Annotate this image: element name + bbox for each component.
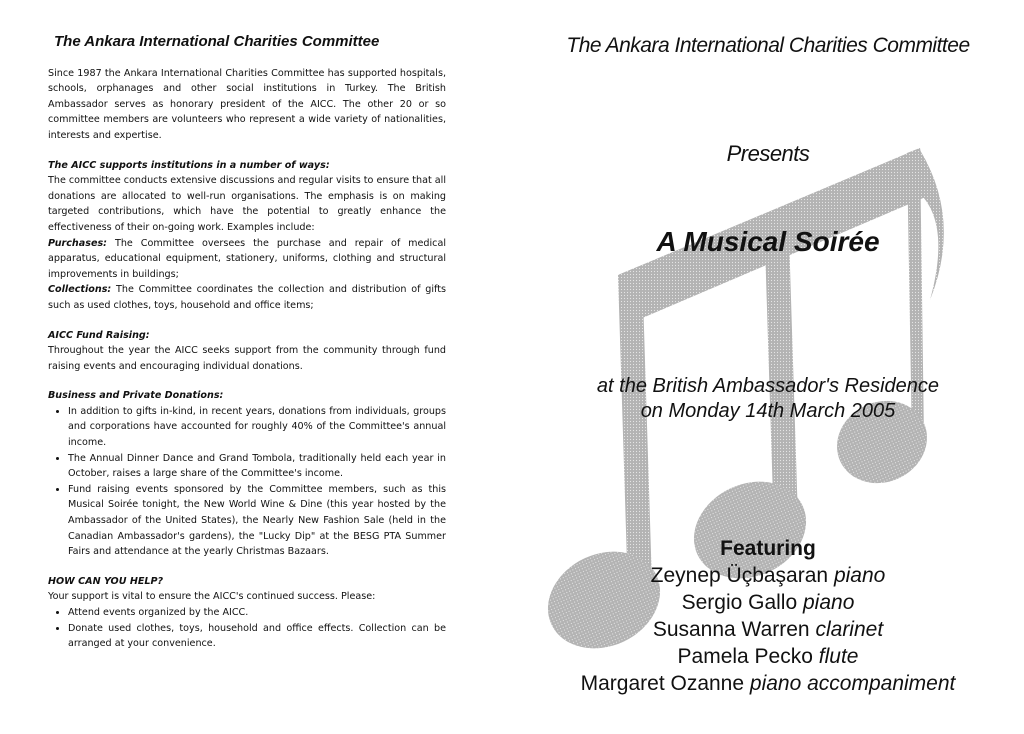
event-title: A Musical Soirée — [656, 226, 880, 257]
collections-text: The Committee coordinates the collection and distribution of gifts such as used clothes, toys, household and office items; — [48, 284, 446, 311]
performer-instrument: piano — [803, 591, 855, 614]
list-item: • Attend events organized by the AICC. — [68, 605, 446, 621]
left-title: The Ankara International Charities Committee — [54, 33, 380, 50]
performer-instrument: clarinet — [815, 618, 884, 641]
performer-line — [512, 670, 1024, 697]
fund-raising-heading: AICC Fund Raising: — [48, 329, 150, 341]
right-page — [512, 0, 1024, 734]
fund-raising-section — [48, 328, 446, 375]
purchases-label: Purchases: — [48, 237, 108, 249]
purchases-paragraph — [48, 236, 446, 283]
donations-section — [48, 388, 446, 560]
help-heading: HOW CAN YOU HELP? — [48, 575, 164, 587]
performer-instrument: piano accompaniment — [749, 672, 956, 695]
performer-instrument: piano — [833, 564, 886, 587]
performer-line — [512, 562, 1024, 589]
list-item: • The Annual Dinner Dance and Grand Tombola, traditionally held each year in October, raises a large share of the Committee's income. — [68, 451, 446, 482]
fund-raising-text: Throughout the year the AICC seeks support from the community through fund raising events and encouraging individual donations. — [48, 345, 446, 372]
donations-list — [48, 404, 446, 560]
supports-heading: The AICC supports institutions in a number of ways: — [48, 159, 330, 171]
performer-line — [512, 589, 1024, 616]
intro-paragraph: Since 1987 the Ankara International Charities Committee has supported hospitals, schools, orphanages and other social institutions in Turkey. The British Ambassador serves as honorary president of the AICC. The other 20 or so committee members are volunteers who represent a wide variety of nationalities, interests and expertise. — [48, 67, 446, 141]
collections-label: Collections: — [48, 284, 112, 296]
presents-text: Presents — [726, 141, 810, 166]
featuring-heading: Featuring — [720, 537, 816, 560]
performer-name: Zeynep Üçbaşaran — [650, 564, 829, 587]
supports-section — [48, 158, 446, 314]
performer-name: Pamela Pecko — [677, 645, 813, 668]
help-section — [48, 574, 446, 652]
performer-line — [512, 643, 1024, 670]
list-item: • Fund raising events sponsored by the Committee members, such as this Musical Soirée tonight, the New World Wine & Dine (this year hosted by the Ambassador of the United States), the Nearly New Fashion Sale (held in the Canadian Ambassador's gardens), the "Lucky Dip" at the BESG PTA Summer Fairs and attendance at the yearly Christmas Bazaars. — [68, 482, 446, 560]
list-item: • Donate used clothes, toys, household and office effects. Collection can be arranged at your convenience. — [68, 621, 446, 652]
right-title: The Ankara International Charities Committee — [566, 34, 970, 57]
help-list — [48, 605, 446, 652]
performer-instrument: flute — [818, 645, 859, 668]
donations-heading: Business and Private Donations: — [48, 390, 224, 402]
date-line: on Monday 14th March 2005 — [640, 400, 896, 422]
performer-line — [512, 616, 1024, 643]
supports-text: The committee conducts extensive discussions and regular visits to ensure that all donations are allocated to well-run organisations. The emphasis is on making targeted contributions, which have the potential to greatly enhance the effectiveness of their on-going work. Examples include: — [48, 175, 446, 233]
collections-paragraph — [48, 282, 446, 313]
performer-name: Susanna Warren — [652, 618, 810, 641]
purchases-text: The Committee oversees the purchase and repair of medical apparatus, educational equipment, stationery, uniforms, clothing and structural improvements in buildings; — [48, 237, 446, 280]
help-text: Your support is vital to ensure the AICC's continued success. Please: — [48, 591, 376, 603]
performer-name: Margaret Ozanne — [580, 672, 745, 695]
performer-list — [512, 562, 1024, 697]
list-item: • In addition to gifts in-kind, in recent years, donations from individuals, groups and corporations have accounted for roughly 40% of the Committee's annual income. — [68, 404, 446, 451]
left-content — [48, 34, 446, 652]
venue-line: at the British Ambassador's Residence — [596, 375, 940, 397]
performer-name: Sergio Gallo — [681, 591, 798, 614]
venue-block — [512, 374, 1024, 424]
